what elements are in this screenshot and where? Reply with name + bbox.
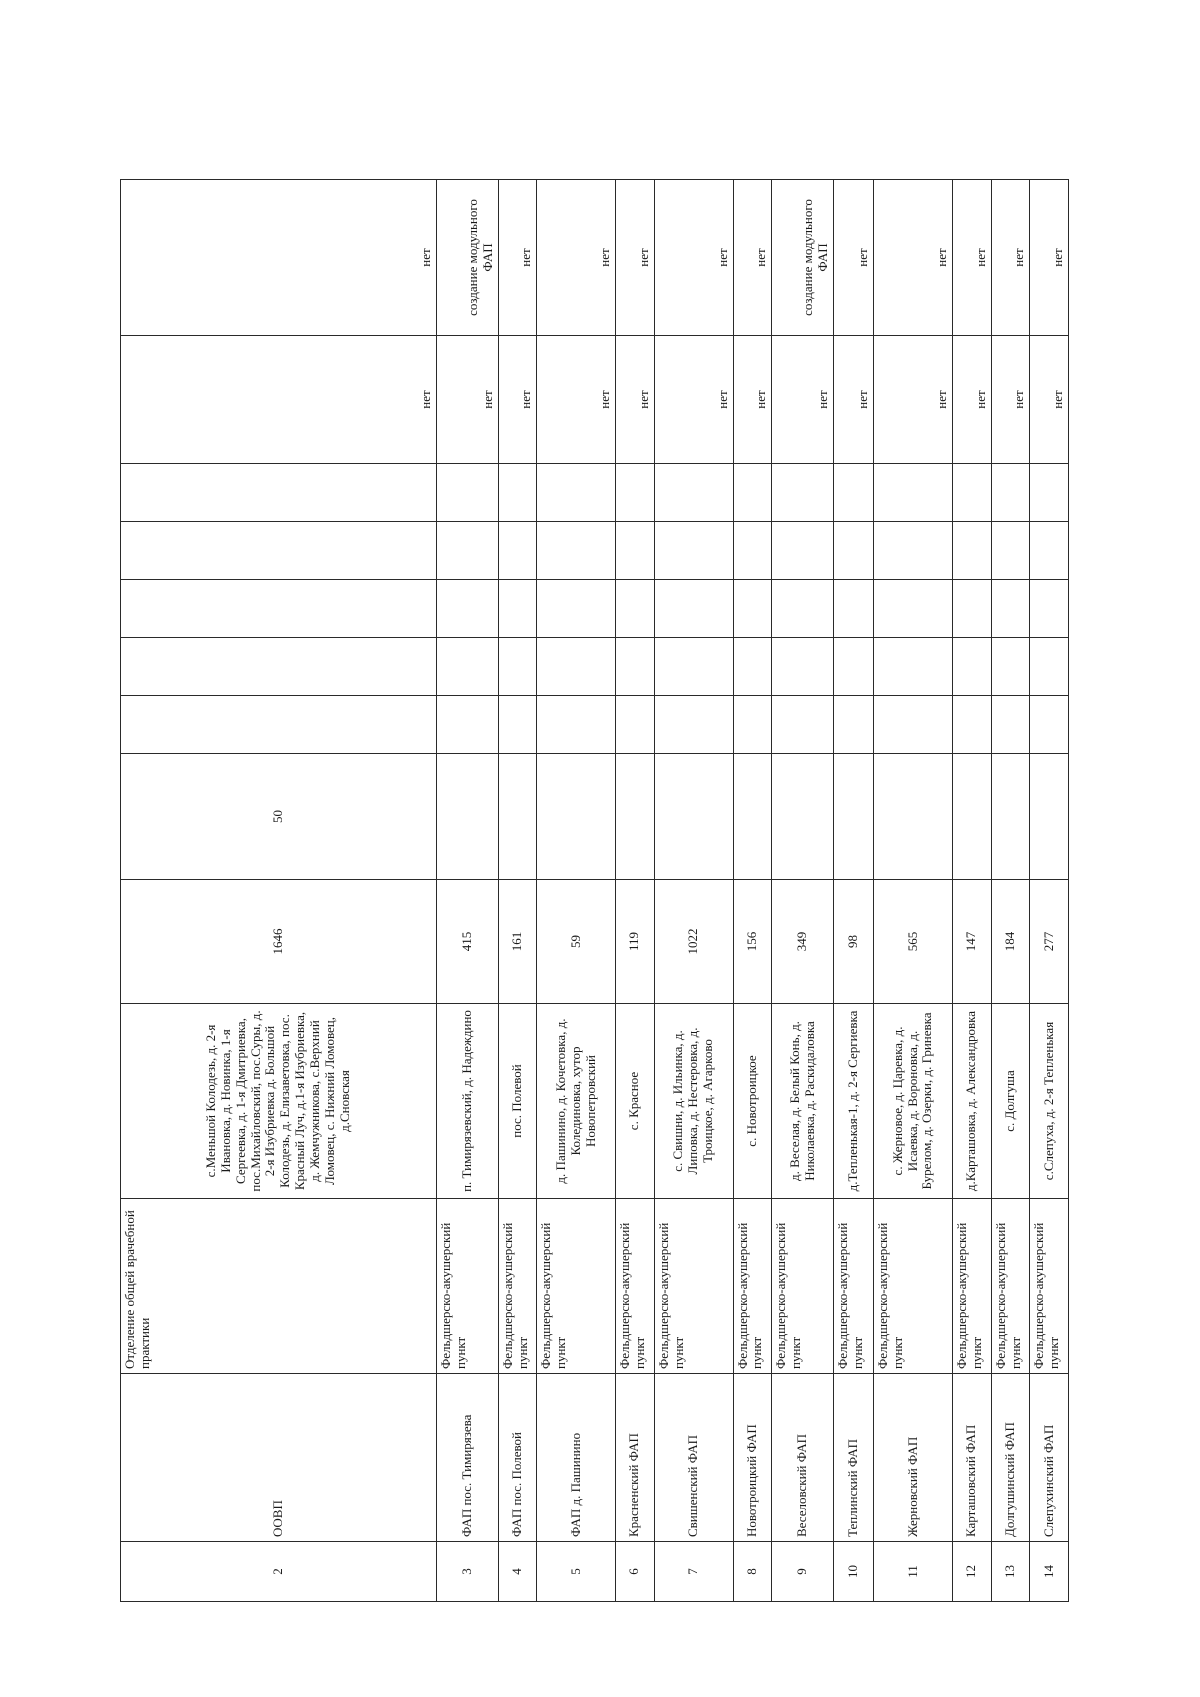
population-cell: 119 — [616, 880, 655, 1004]
empty-cell — [1030, 464, 1069, 522]
empty-cell — [1030, 522, 1069, 580]
table-row — [834, 180, 874, 1602]
empty-cell — [834, 696, 874, 754]
empty-cell — [772, 580, 834, 638]
facility-name-cell: Теплинский ФАП — [834, 1374, 874, 1542]
empty-cell — [436, 638, 498, 696]
requirement-cell: нет — [952, 336, 991, 464]
empty-cell — [952, 696, 991, 754]
plan-cell: нет — [121, 180, 437, 336]
facility-name-cell: Новотроицкий ФАП — [733, 1374, 772, 1542]
facility-name-cell: ФАП д. Пашинино — [537, 1374, 616, 1542]
capacity-cell — [436, 754, 498, 880]
empty-cell — [498, 522, 537, 580]
table-body — [121, 180, 1069, 1602]
table-row — [436, 180, 498, 1602]
plan-cell: нет — [498, 180, 537, 336]
empty-cell — [874, 580, 953, 638]
table-row — [121, 180, 437, 1602]
settlements-cell: с. Долгуша — [991, 1004, 1030, 1199]
plan-cell: нет — [1030, 180, 1069, 336]
settlements-cell: д.Тепленькая-1, д. 2-я Сергиевка — [834, 1004, 874, 1199]
population-cell: 147 — [952, 880, 991, 1004]
plan-cell: нет — [834, 180, 874, 336]
empty-cell — [616, 696, 655, 754]
settlements-cell: с.Слепуха, д. 2-я Тепленькая — [1030, 1004, 1069, 1199]
facility-type-cell: Фельдшерско-акушерский пункт — [834, 1199, 874, 1374]
requirement-cell: нет — [991, 336, 1030, 464]
empty-cell — [991, 638, 1030, 696]
row-number-cell: 2 — [121, 1542, 437, 1602]
row-number-cell: 3 — [436, 1542, 498, 1602]
plan-cell: нет — [874, 180, 953, 336]
capacity-cell — [616, 754, 655, 880]
row-number-cell: 4 — [498, 1542, 537, 1602]
empty-cell — [654, 696, 733, 754]
empty-cell — [1030, 580, 1069, 638]
settlements-cell: д. Пашинино, д. Кочетовка, д. Колединовка, хутор Новопетровский — [537, 1004, 616, 1199]
empty-cell — [952, 522, 991, 580]
empty-cell — [436, 464, 498, 522]
row-number-cell: 10 — [834, 1542, 874, 1602]
facility-name-cell: Карташовский ФАП — [952, 1374, 991, 1542]
plan-cell: нет — [952, 180, 991, 336]
table-row — [874, 180, 953, 1602]
empty-cell — [874, 696, 953, 754]
empty-cell — [991, 580, 1030, 638]
plan-cell: нет — [654, 180, 733, 336]
empty-cell — [654, 580, 733, 638]
population-cell: 156 — [733, 880, 772, 1004]
capacity-cell — [834, 754, 874, 880]
empty-cell — [121, 464, 437, 522]
requirement-cell: нет — [121, 336, 437, 464]
table-row — [1030, 180, 1069, 1602]
empty-cell — [733, 638, 772, 696]
empty-cell — [772, 522, 834, 580]
facility-type-cell: Фельдшерско-акушерский пункт — [991, 1199, 1030, 1374]
row-number-cell: 9 — [772, 1542, 834, 1602]
population-cell: 277 — [1030, 880, 1069, 1004]
facility-type-cell: Фельдшерско-акушерский пункт — [654, 1199, 733, 1374]
requirement-cell: нет — [537, 336, 616, 464]
empty-cell — [537, 696, 616, 754]
empty-cell — [991, 464, 1030, 522]
empty-cell — [436, 580, 498, 638]
empty-cell — [537, 464, 616, 522]
population-cell: 415 — [436, 880, 498, 1004]
capacity-cell — [498, 754, 537, 880]
empty-cell — [121, 696, 437, 754]
empty-cell — [952, 638, 991, 696]
facility-type-cell: Фельдшерско-акушерский пункт — [772, 1199, 834, 1374]
facility-type-cell: Фельдшерско-акушерский пункт — [436, 1199, 498, 1374]
plan-cell: нет — [616, 180, 655, 336]
capacity-cell — [952, 754, 991, 880]
table-row — [991, 180, 1030, 1602]
settlements-cell: д.Карташовка, д. Александровка — [952, 1004, 991, 1199]
empty-cell — [616, 464, 655, 522]
facility-name-cell: Красненский ФАП — [616, 1374, 655, 1542]
empty-cell — [616, 580, 655, 638]
requirement-cell: нет — [834, 336, 874, 464]
facilities-table — [120, 179, 1069, 1602]
facility-name-cell: Веселовский ФАП — [772, 1374, 834, 1542]
empty-cell — [733, 464, 772, 522]
settlements-cell: пос. Полевой — [498, 1004, 537, 1199]
empty-cell — [874, 522, 953, 580]
table-row — [498, 180, 537, 1602]
population-cell: 1022 — [654, 880, 733, 1004]
table-row — [952, 180, 991, 1602]
empty-cell — [121, 580, 437, 638]
empty-cell — [1030, 638, 1069, 696]
empty-cell — [733, 522, 772, 580]
capacity-cell — [654, 754, 733, 880]
empty-cell — [436, 522, 498, 580]
empty-cell — [498, 638, 537, 696]
empty-cell — [498, 580, 537, 638]
facility-type-cell: Фельдшерско-акушерский пункт — [1030, 1199, 1069, 1374]
empty-cell — [733, 696, 772, 754]
empty-cell — [616, 522, 655, 580]
facility-type-cell: Фельдшерско-акушерский пункт — [498, 1199, 537, 1374]
facility-type-cell: Фельдшерско-акушерский пункт — [952, 1199, 991, 1374]
facility-name-cell: ООВП — [121, 1374, 437, 1542]
facility-name-cell: Слепухинский ФАП — [1030, 1374, 1069, 1542]
empty-cell — [537, 580, 616, 638]
population-cell: 98 — [834, 880, 874, 1004]
table-row — [537, 180, 616, 1602]
facility-name-cell: Долгушинский ФАП — [991, 1374, 1030, 1542]
plan-cell: нет — [733, 180, 772, 336]
requirement-cell: нет — [874, 336, 953, 464]
empty-cell — [654, 522, 733, 580]
requirement-cell: нет — [733, 336, 772, 464]
facility-name-cell: ФАП пос. Полевой — [498, 1374, 537, 1542]
table-row — [616, 180, 655, 1602]
settlements-cell: с. Жерновое, д. Царевка, д. Исаевка, д. Вороновка, д. Бурелом, д. Озерки, д. Гриневка — [874, 1004, 953, 1199]
plan-cell: создание модульного ФАП — [436, 180, 498, 336]
row-number-cell: 11 — [874, 1542, 953, 1602]
row-number-cell: 7 — [654, 1542, 733, 1602]
facility-type-cell: Фельдшерско-акушерский пункт — [874, 1199, 953, 1374]
empty-cell — [952, 464, 991, 522]
requirement-cell: нет — [1030, 336, 1069, 464]
population-cell: 349 — [772, 880, 834, 1004]
plan-cell: нет — [991, 180, 1030, 336]
facility-type-cell: Фельдшерско-акушерский пункт — [616, 1199, 655, 1374]
empty-cell — [498, 464, 537, 522]
settlements-cell: с. Новотроицкое — [733, 1004, 772, 1199]
empty-cell — [1030, 696, 1069, 754]
rotated-page — [120, 180, 1069, 1602]
capacity-cell: 50 — [121, 754, 437, 880]
empty-cell — [991, 522, 1030, 580]
row-number-cell: 14 — [1030, 1542, 1069, 1602]
empty-cell — [121, 638, 437, 696]
empty-cell — [874, 464, 953, 522]
empty-cell — [991, 696, 1030, 754]
plan-cell: создание модульного ФАП — [772, 180, 834, 336]
empty-cell — [772, 464, 834, 522]
table-row — [654, 180, 733, 1602]
capacity-cell — [1030, 754, 1069, 880]
requirement-cell: нет — [498, 336, 537, 464]
requirement-cell: нет — [436, 336, 498, 464]
population-cell: 1646 — [121, 880, 437, 1004]
row-number-cell: 12 — [952, 1542, 991, 1602]
table-row — [772, 180, 834, 1602]
row-number-cell: 6 — [616, 1542, 655, 1602]
empty-cell — [654, 638, 733, 696]
population-cell: 565 — [874, 880, 953, 1004]
population-cell: 184 — [991, 880, 1030, 1004]
capacity-cell — [772, 754, 834, 880]
empty-cell — [436, 696, 498, 754]
capacity-cell — [537, 754, 616, 880]
row-number-cell: 5 — [537, 1542, 616, 1602]
empty-cell — [772, 638, 834, 696]
empty-cell — [834, 580, 874, 638]
empty-cell — [498, 696, 537, 754]
empty-cell — [537, 522, 616, 580]
settlements-cell: п. Тимирязевский, д. Надеждино — [436, 1004, 498, 1199]
empty-cell — [834, 522, 874, 580]
facility-name-cell: Жерновский ФАП — [874, 1374, 953, 1542]
row-number-cell: 13 — [991, 1542, 1030, 1602]
facility-name-cell: Свишенский ФАП — [654, 1374, 733, 1542]
facility-name-cell: ФАП пос. Тимирязева — [436, 1374, 498, 1542]
facility-type-cell: Фельдшерско-акушерский пункт — [537, 1199, 616, 1374]
empty-cell — [772, 696, 834, 754]
requirement-cell: нет — [616, 336, 655, 464]
settlements-cell: с. Свишни, д. Ильинка, д. Липовка, д. Нестеровка, д. Троицкое, д. Агарково — [654, 1004, 733, 1199]
empty-cell — [952, 580, 991, 638]
facility-type-cell: Фельдшерско-акушерский пункт — [733, 1199, 772, 1374]
empty-cell — [834, 638, 874, 696]
capacity-cell — [991, 754, 1030, 880]
empty-cell — [654, 464, 733, 522]
empty-cell — [121, 522, 437, 580]
empty-cell — [874, 638, 953, 696]
empty-cell — [834, 464, 874, 522]
empty-cell — [616, 638, 655, 696]
empty-cell — [733, 580, 772, 638]
table-row — [733, 180, 772, 1602]
empty-cell — [537, 638, 616, 696]
capacity-cell — [874, 754, 953, 880]
population-cell: 59 — [537, 880, 616, 1004]
requirement-cell: нет — [654, 336, 733, 464]
row-number-cell: 8 — [733, 1542, 772, 1602]
requirement-cell: нет — [772, 336, 834, 464]
population-cell: 161 — [498, 880, 537, 1004]
capacity-cell — [733, 754, 772, 880]
plan-cell: нет — [537, 180, 616, 336]
settlements-cell: с.Меньшой Колодезь, д. 2-я Ивановка, д. Новинка, 1-я Сергеевка, д. 1-я Дмитриевка, пос.Михайловский, пос.Суры, д. 2-я Изубриевка д. Большой Колодезь, д. Елизаветовка, пос. Красный Луч, д.1-я Изубриевка, д. Жемчужникова, с.Верхний Ломовец, с. Нижний Ломовец, д.Сновская — [121, 1004, 437, 1199]
facility-type-cell: Отделение общей врачебной практики — [121, 1199, 437, 1374]
settlements-cell: д. Веселая, д. Белый Конь, д. Николаевка, д. Раскидаловка — [772, 1004, 834, 1199]
settlements-cell: с. Красное — [616, 1004, 655, 1199]
